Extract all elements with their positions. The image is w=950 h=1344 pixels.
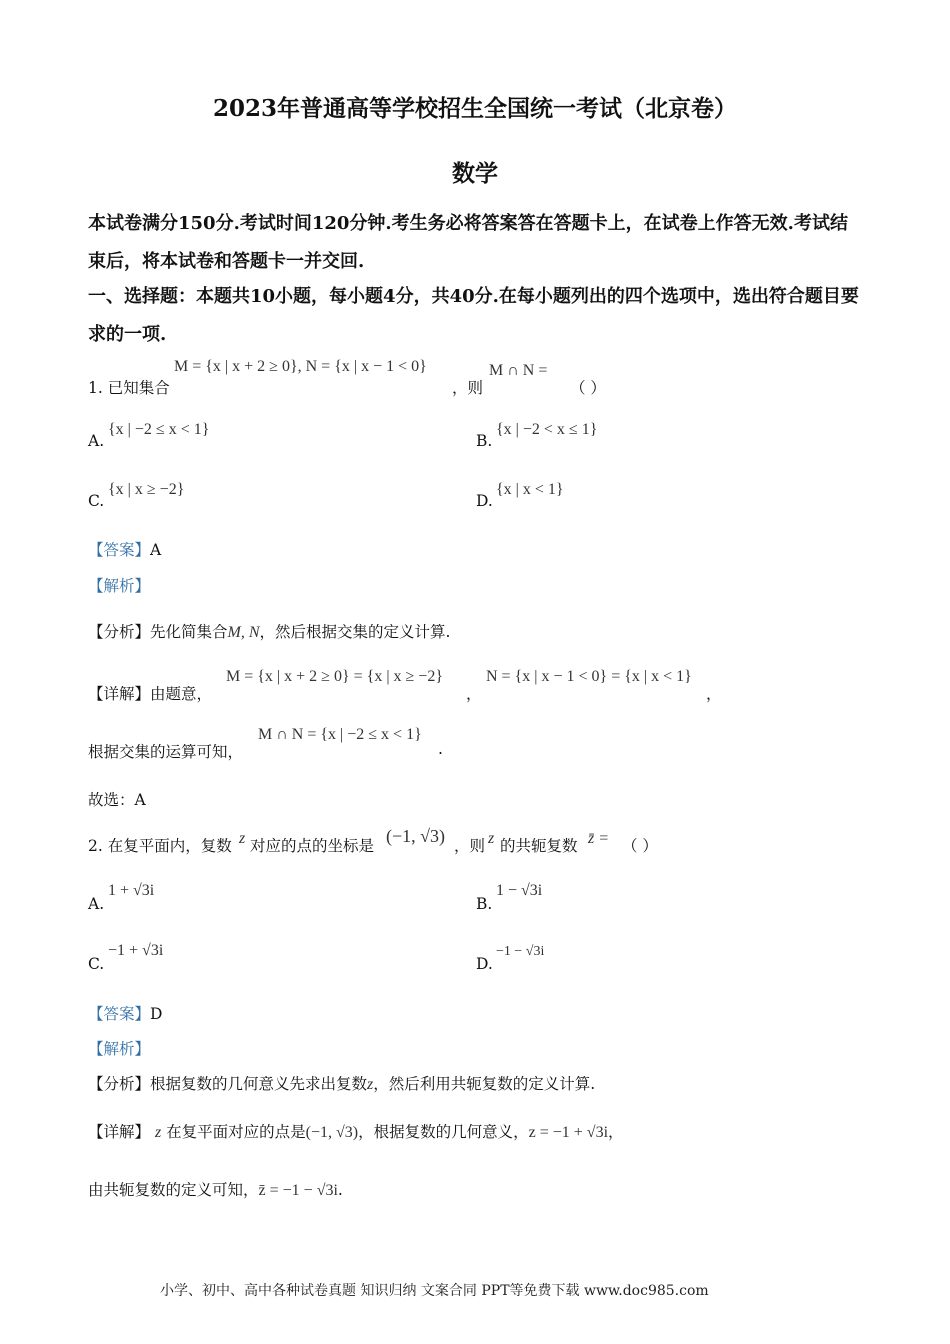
q1-detail-m: M = {x | x + 2 ≥ 0} = {x | x ≥ −2} <box>226 668 444 685</box>
q2-result: 由共轭复数的定义可知，z̄ = −1 − √3i. <box>88 1181 343 1199</box>
q1-result: M ∩ N = {x | −2 ≤ x < 1} <box>258 726 422 743</box>
q1-option-d-label: D. <box>476 492 493 510</box>
q2-option-a-label: A. <box>88 895 105 913</box>
q1-analysis-heading: 【解析】 <box>88 577 151 595</box>
q2-option-a: 1 + √3i <box>108 882 155 899</box>
q1-result-end: . <box>438 740 443 758</box>
q2-option-d: −1 − √3i <box>496 944 545 959</box>
q2-answer: 【答案】D <box>88 1005 163 1023</box>
q1-set-definition: M = {x | x + 2 ≥ 0}, N = {x | x − 1 < 0} <box>174 358 427 375</box>
q2-z: z <box>239 830 246 847</box>
exam-title: 2023年普通高等学校招生全国统一考试（北京卷） <box>212 95 737 122</box>
q1-option-a-label: A. <box>88 432 105 450</box>
q1-stem: 1. 已知集合 <box>88 379 170 397</box>
q1-option-b: {x | −2 < x ≤ 1} <box>496 421 598 438</box>
q2-stem-then: ，则 <box>454 837 486 855</box>
q2-option-b: 1 − √3i <box>496 882 543 899</box>
q1-detail-end: ， <box>706 685 722 703</box>
q2-option-d-label: D. <box>476 955 493 973</box>
section-heading: 一、选择题：本题共10小题，每小题4分，共40分.在每小题列出的四个选项中，选出符合题目要求的一项. <box>88 286 859 345</box>
q2-stem-mid: 对应的点的坐标是 <box>250 837 375 855</box>
subject-title: 数学 <box>452 160 498 187</box>
q2-paren: （ ） <box>622 837 658 855</box>
q2-detail: 【详解】 z 在复平面对应的点是(−1, √3)，根据复数的几何意义，z = −1 + √3i， <box>88 1123 624 1141</box>
exam-instructions: 本试卷满分150分.考试时间120分钟.考生务必将答案答在答题卡上，在试卷上作答无效.考试结束后，将本试卷和答题卡一并交回. <box>88 213 848 272</box>
q1-detail-n: N = {x | x − 1 < 0} = {x | x < 1} <box>486 668 692 685</box>
q2-analysis-heading: 【解析】 <box>88 1040 151 1058</box>
q2-option-c-label: C. <box>88 955 105 973</box>
q1-result-intro: 根据交集的运算可知， <box>88 743 244 761</box>
q2-zbar: z̄ = <box>588 830 610 847</box>
q1-option-c: {x | x ≥ −2} <box>108 481 185 498</box>
q2-fenxi: 【分析】根据复数的几何意义先求出复数z，然后利用共轭复数的定义计算. <box>88 1075 596 1093</box>
page-footer: 小学、初中、高中各种试卷真题 知识归纳 文案合同 PPT等免费下载 www.doc985.com <box>160 1283 709 1299</box>
q1-option-c-label: C. <box>88 492 105 510</box>
q1-fenxi: 【分析】先化简集合M, N，然后根据交集的定义计算. <box>88 623 451 641</box>
q1-detail-sep: ， <box>466 685 482 703</box>
q2-point: (−1, √3) <box>386 826 446 846</box>
q1-then: ，则 <box>452 379 484 397</box>
q1-option-a: {x | −2 ≤ x < 1} <box>108 421 210 438</box>
q1-paren: （ ） <box>570 379 606 397</box>
q1-choice: 故选：A <box>88 791 146 809</box>
q2-option-b-label: B. <box>476 895 493 913</box>
q1-option-b-label: B. <box>476 432 493 450</box>
q2-stem-conj: 的共轭复数 <box>500 837 578 855</box>
q1-option-d: {x | x < 1} <box>496 481 564 498</box>
q2-option-c: −1 + √3i <box>108 942 164 959</box>
q2-z2: z <box>488 830 495 847</box>
q1-detail-label: 【详解】由题意， <box>88 685 213 703</box>
q1-answer: 【答案】A <box>88 541 162 559</box>
q1-intersection: M ∩ N = <box>489 362 548 379</box>
q2-stem: 2. 在复平面内，复数 <box>88 837 232 855</box>
